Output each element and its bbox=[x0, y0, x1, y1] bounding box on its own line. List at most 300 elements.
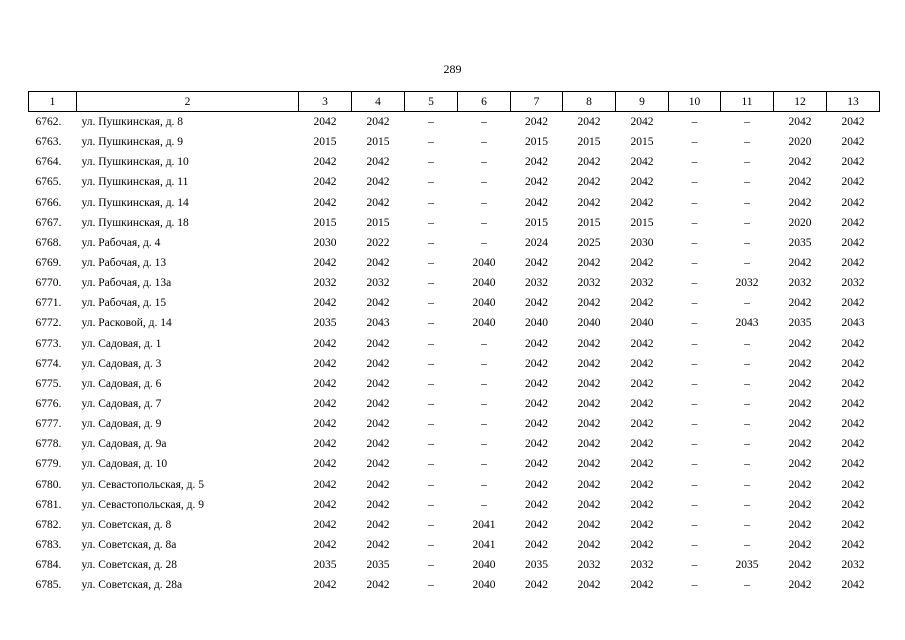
year-cell: 2040 bbox=[472, 559, 496, 572]
year-cell: 2035 bbox=[525, 559, 548, 572]
year-cell: 2042 bbox=[525, 377, 548, 390]
year-cell: 2042 bbox=[525, 176, 548, 189]
year-cell: – bbox=[691, 579, 698, 592]
year-cell: – bbox=[481, 418, 487, 431]
year-cell: 2042 bbox=[788, 116, 812, 129]
year-cell: 2042 bbox=[577, 478, 601, 491]
year-cell: – bbox=[428, 398, 434, 411]
year-cell: 2043 bbox=[366, 317, 390, 330]
year-cell: 2042 bbox=[525, 257, 548, 270]
table-row bbox=[29, 112, 880, 133]
year-cell: 2042 bbox=[313, 498, 337, 511]
row-number: 6778. bbox=[35, 438, 62, 451]
year-cell: – bbox=[744, 297, 750, 310]
year-cell: 2042 bbox=[313, 478, 337, 491]
schedule-table bbox=[28, 91, 880, 595]
year-cell: 2042 bbox=[788, 357, 812, 370]
year-cell: 2015 bbox=[313, 136, 337, 149]
address-cell: ул. Советская, д. 28а bbox=[81, 579, 183, 592]
row-number: 6783. bbox=[35, 539, 62, 552]
year-cell: 2042 bbox=[313, 116, 337, 129]
year-cell: 2042 bbox=[630, 579, 654, 592]
year-cell: 2015 bbox=[577, 136, 601, 149]
year-cell: 2032 bbox=[735, 277, 759, 290]
year-cell: – bbox=[428, 498, 434, 511]
year-cell: 2042 bbox=[788, 579, 812, 592]
year-cell: 2042 bbox=[313, 377, 337, 390]
year-cell: – bbox=[428, 176, 434, 189]
year-cell: – bbox=[691, 216, 698, 229]
year-cell: 2042 bbox=[841, 156, 865, 169]
row-number: 6777. bbox=[35, 418, 62, 431]
year-cell: – bbox=[691, 337, 698, 350]
year-cell: 2042 bbox=[525, 418, 548, 431]
table-row bbox=[29, 293, 880, 313]
year-cell: – bbox=[481, 236, 487, 249]
table-row bbox=[29, 515, 880, 535]
year-cell: 2042 bbox=[788, 196, 812, 209]
table-row bbox=[29, 313, 880, 333]
year-cell: 2042 bbox=[577, 116, 601, 129]
year-cell: – bbox=[691, 478, 698, 491]
row-number: 6781. bbox=[35, 498, 62, 511]
address-cell: ул. Пушкинская, д. 10 bbox=[81, 156, 189, 169]
year-cell: – bbox=[744, 539, 750, 552]
year-cell: 2032 bbox=[577, 277, 601, 290]
year-cell: – bbox=[744, 257, 750, 270]
column-header: 7 bbox=[511, 92, 563, 112]
year-cell: – bbox=[744, 216, 750, 229]
year-cell: – bbox=[428, 156, 434, 169]
year-cell: – bbox=[428, 579, 434, 592]
year-cell: 2040 bbox=[472, 277, 496, 290]
row-number: 6774. bbox=[35, 357, 62, 370]
year-cell: 2042 bbox=[525, 297, 548, 310]
year-cell: 2042 bbox=[788, 518, 812, 531]
year-cell: – bbox=[691, 539, 698, 552]
year-cell: – bbox=[481, 478, 487, 491]
year-cell: – bbox=[428, 257, 434, 270]
year-cell: – bbox=[481, 377, 487, 390]
year-cell: 2015 bbox=[630, 216, 654, 229]
year-cell: 2042 bbox=[313, 418, 337, 431]
year-cell: 2035 bbox=[366, 559, 390, 572]
year-cell: 2042 bbox=[577, 579, 601, 592]
year-cell: 2042 bbox=[366, 116, 390, 129]
year-cell: 2042 bbox=[841, 398, 865, 411]
year-cell: – bbox=[744, 156, 750, 169]
year-cell: – bbox=[744, 478, 750, 491]
row-number: 6763. bbox=[35, 136, 62, 149]
year-cell: 2042 bbox=[841, 297, 865, 310]
year-cell: – bbox=[744, 458, 750, 471]
year-cell: 2042 bbox=[577, 518, 601, 531]
year-cell: – bbox=[428, 317, 434, 330]
year-cell: – bbox=[744, 337, 750, 350]
year-cell: 2042 bbox=[525, 116, 548, 129]
year-cell: 2042 bbox=[630, 398, 654, 411]
year-cell: – bbox=[481, 116, 487, 129]
year-cell: 2032 bbox=[788, 277, 812, 290]
year-cell: – bbox=[428, 518, 434, 531]
year-cell: 2042 bbox=[630, 297, 654, 310]
year-cell: 2042 bbox=[577, 458, 601, 471]
year-cell: 2042 bbox=[366, 196, 390, 209]
year-cell: 2015 bbox=[366, 136, 390, 149]
year-cell: 2042 bbox=[630, 539, 654, 552]
year-cell: 2042 bbox=[577, 337, 601, 350]
year-cell: – bbox=[691, 559, 698, 572]
year-cell: 2032 bbox=[313, 277, 337, 290]
column-header: 11 bbox=[721, 92, 774, 112]
year-cell: – bbox=[428, 539, 434, 552]
column-header: 2 bbox=[77, 92, 299, 112]
year-cell: 2042 bbox=[630, 438, 654, 451]
year-cell: 2042 bbox=[788, 156, 812, 169]
address-cell: ул. Садовая, д. 3 bbox=[81, 357, 162, 370]
year-cell: 2042 bbox=[841, 579, 865, 592]
year-cell: – bbox=[744, 196, 750, 209]
year-cell: – bbox=[744, 579, 750, 592]
row-number: 6768. bbox=[35, 236, 62, 249]
year-cell: 2042 bbox=[366, 257, 390, 270]
year-cell: 2032 bbox=[630, 559, 654, 572]
year-cell: 2042 bbox=[525, 498, 548, 511]
row-number: 6776. bbox=[35, 398, 62, 411]
year-cell: 2042 bbox=[841, 478, 865, 491]
year-cell: 2042 bbox=[366, 458, 390, 471]
year-cell: 2030 bbox=[630, 236, 654, 249]
address-cell: ул. Рабочая, д. 13а bbox=[81, 277, 172, 290]
year-cell: 2040 bbox=[630, 317, 654, 330]
row-number: 6779. bbox=[35, 458, 62, 471]
year-cell: 2042 bbox=[788, 559, 812, 572]
year-cell: – bbox=[744, 357, 750, 370]
year-cell: – bbox=[428, 377, 434, 390]
year-cell: 2042 bbox=[577, 438, 601, 451]
year-cell: 2042 bbox=[313, 337, 337, 350]
year-cell: 2042 bbox=[630, 196, 654, 209]
year-cell: – bbox=[744, 236, 750, 249]
year-cell: 2035 bbox=[313, 559, 337, 572]
year-cell: – bbox=[481, 458, 487, 471]
year-cell: 2042 bbox=[525, 539, 548, 552]
year-cell: 2032 bbox=[841, 559, 865, 572]
year-cell: 2042 bbox=[313, 156, 337, 169]
year-cell: 2042 bbox=[630, 116, 654, 129]
year-cell: – bbox=[744, 176, 750, 189]
year-cell: 2042 bbox=[313, 196, 337, 209]
year-cell: 2042 bbox=[366, 579, 390, 592]
row-number: 6764. bbox=[35, 156, 62, 169]
row-number: 6767. bbox=[35, 216, 62, 229]
year-cell: 2020 bbox=[788, 216, 812, 229]
year-cell: 2042 bbox=[630, 377, 654, 390]
table-row bbox=[29, 193, 880, 213]
year-cell: – bbox=[481, 398, 487, 411]
year-cell: 2032 bbox=[841, 277, 865, 290]
page-number: 289 bbox=[443, 62, 462, 76]
year-cell: 2042 bbox=[313, 398, 337, 411]
row-number: 6775. bbox=[35, 377, 62, 390]
year-cell: 2042 bbox=[577, 156, 601, 169]
year-cell: 2042 bbox=[630, 518, 654, 531]
column-header: 6 bbox=[458, 92, 511, 112]
year-cell: 2042 bbox=[313, 438, 337, 451]
year-cell: 2042 bbox=[525, 337, 548, 350]
year-cell: – bbox=[481, 337, 487, 350]
year-cell: – bbox=[428, 458, 434, 471]
year-cell: 2042 bbox=[841, 136, 865, 149]
year-cell: 2042 bbox=[841, 458, 865, 471]
year-cell: 2030 bbox=[313, 236, 337, 249]
year-cell: – bbox=[691, 357, 698, 370]
year-cell: 2042 bbox=[841, 377, 865, 390]
table-row bbox=[29, 213, 880, 233]
year-cell: – bbox=[428, 337, 434, 350]
address-cell: ул. Рабочая, д. 15 bbox=[81, 297, 167, 310]
column-header: 8 bbox=[563, 92, 616, 112]
year-cell: – bbox=[691, 236, 698, 249]
year-cell: 2042 bbox=[841, 257, 865, 270]
column-header: 13 bbox=[827, 92, 880, 112]
year-cell: 2042 bbox=[577, 297, 601, 310]
address-cell: ул. Рабочая, д. 13 bbox=[81, 257, 167, 270]
year-cell: – bbox=[744, 116, 750, 129]
year-cell: 2042 bbox=[313, 297, 337, 310]
year-cell: 2035 bbox=[313, 317, 337, 330]
year-cell: – bbox=[744, 438, 750, 451]
column-header: 5 bbox=[405, 92, 458, 112]
year-cell: 2042 bbox=[313, 176, 337, 189]
year-cell: 2040 bbox=[472, 317, 496, 330]
year-cell: 2032 bbox=[525, 277, 548, 290]
row-number: 6782. bbox=[35, 518, 62, 531]
year-cell: – bbox=[691, 156, 698, 169]
year-cell: 2042 bbox=[525, 518, 548, 531]
year-cell: 2042 bbox=[313, 357, 337, 370]
year-cell: 2042 bbox=[525, 478, 548, 491]
address-cell: ул. Пушкинская, д. 8 bbox=[81, 116, 184, 129]
year-cell: 2035 bbox=[788, 236, 812, 249]
row-number: 6771. bbox=[35, 297, 62, 310]
year-cell: 2042 bbox=[841, 116, 865, 129]
year-cell: – bbox=[691, 458, 698, 471]
column-header: 12 bbox=[774, 92, 827, 112]
year-cell: – bbox=[744, 377, 750, 390]
year-cell: – bbox=[428, 216, 434, 229]
year-cell: 2042 bbox=[630, 176, 654, 189]
year-cell: 2042 bbox=[788, 539, 812, 552]
year-cell: 2042 bbox=[841, 337, 865, 350]
year-cell: 2042 bbox=[841, 236, 865, 249]
year-cell: – bbox=[691, 317, 698, 330]
year-cell: 2042 bbox=[630, 337, 654, 350]
year-cell: – bbox=[428, 559, 434, 572]
year-cell: 2024 bbox=[525, 236, 548, 249]
year-cell: 2042 bbox=[630, 357, 654, 370]
table-body bbox=[29, 112, 880, 596]
row-number: 6762. bbox=[35, 116, 62, 129]
table-row bbox=[29, 374, 880, 394]
year-cell: – bbox=[691, 438, 698, 451]
address-cell: ул. Садовая, д. 9а bbox=[81, 438, 167, 451]
column-header: 10 bbox=[669, 92, 721, 112]
address-cell: ул. Садовая, д. 9 bbox=[81, 418, 162, 431]
year-cell: 2042 bbox=[313, 539, 337, 552]
table-row bbox=[29, 535, 880, 555]
year-cell: 2042 bbox=[630, 498, 654, 511]
year-cell: 2020 bbox=[788, 136, 812, 149]
address-cell: ул. Советская, д. 28 bbox=[81, 559, 178, 572]
year-cell: 2025 bbox=[577, 236, 601, 249]
address-cell: ул. Севастопольская, д. 5 bbox=[81, 478, 205, 491]
year-cell: – bbox=[744, 418, 750, 431]
year-cell: – bbox=[691, 257, 698, 270]
year-cell: 2042 bbox=[630, 418, 654, 431]
table-row bbox=[29, 172, 880, 192]
year-cell: – bbox=[691, 418, 698, 431]
year-cell: 2042 bbox=[313, 257, 337, 270]
year-cell: 2041 bbox=[472, 539, 496, 552]
year-cell: 2042 bbox=[525, 398, 548, 411]
year-cell: 2042 bbox=[841, 176, 865, 189]
year-cell: – bbox=[691, 136, 698, 149]
year-cell: 2015 bbox=[525, 136, 548, 149]
year-cell: – bbox=[691, 116, 698, 129]
year-cell: 2042 bbox=[841, 216, 865, 229]
year-cell: – bbox=[428, 277, 434, 290]
row-number: 6766. bbox=[35, 196, 62, 209]
table-row bbox=[29, 152, 880, 172]
year-cell: 2042 bbox=[525, 579, 548, 592]
year-cell: 2040 bbox=[525, 317, 548, 330]
year-cell: 2042 bbox=[366, 176, 390, 189]
year-cell: 2042 bbox=[577, 418, 601, 431]
year-cell: – bbox=[691, 518, 698, 531]
year-cell: – bbox=[481, 438, 487, 451]
year-cell: 2042 bbox=[788, 337, 812, 350]
year-cell: – bbox=[481, 216, 487, 229]
year-cell: 2042 bbox=[841, 438, 865, 451]
year-cell: 2042 bbox=[577, 377, 601, 390]
address-cell: ул. Севастопольская, д. 9 bbox=[81, 498, 205, 511]
year-cell: 2042 bbox=[841, 196, 865, 209]
address-cell: ул. Пушкинская, д. 18 bbox=[81, 216, 189, 229]
year-cell: – bbox=[428, 236, 434, 249]
year-cell: – bbox=[428, 136, 434, 149]
year-cell: 2042 bbox=[788, 297, 812, 310]
year-cell: 2042 bbox=[366, 156, 390, 169]
year-cell: 2042 bbox=[788, 377, 812, 390]
year-cell: 2042 bbox=[841, 518, 865, 531]
table-row bbox=[29, 132, 880, 152]
year-cell: 2015 bbox=[630, 136, 654, 149]
year-cell: – bbox=[428, 196, 434, 209]
year-cell: – bbox=[691, 277, 698, 290]
year-cell: – bbox=[428, 438, 434, 451]
year-cell: 2042 bbox=[366, 539, 390, 552]
year-cell: – bbox=[691, 377, 698, 390]
row-number: 6785. bbox=[35, 579, 62, 592]
year-cell: – bbox=[744, 498, 750, 511]
table-row bbox=[29, 475, 880, 495]
year-cell: 2042 bbox=[788, 398, 812, 411]
address-cell: ул. Расковой, д. 14 bbox=[81, 317, 172, 330]
year-cell: 2042 bbox=[630, 458, 654, 471]
row-number: 6765. bbox=[35, 176, 62, 189]
year-cell: 2042 bbox=[366, 377, 390, 390]
year-cell: 2042 bbox=[577, 196, 601, 209]
year-cell: 2042 bbox=[313, 518, 337, 531]
year-cell: 2042 bbox=[366, 498, 390, 511]
year-cell: 2040 bbox=[472, 257, 496, 270]
year-cell: – bbox=[481, 357, 487, 370]
address-cell: ул. Рабочая, д. 4 bbox=[81, 236, 161, 249]
year-cell: 2043 bbox=[841, 317, 865, 330]
year-cell: 2042 bbox=[525, 196, 548, 209]
year-cell: 2042 bbox=[366, 438, 390, 451]
table-row bbox=[29, 334, 880, 354]
year-cell: 2032 bbox=[630, 277, 654, 290]
year-cell: 2042 bbox=[366, 518, 390, 531]
table-row bbox=[29, 394, 880, 414]
year-cell: 2042 bbox=[366, 418, 390, 431]
year-cell: 2042 bbox=[788, 498, 812, 511]
year-cell: 2022 bbox=[366, 236, 390, 249]
year-cell: – bbox=[744, 136, 750, 149]
table-row bbox=[29, 495, 880, 515]
year-cell: 2015 bbox=[313, 216, 337, 229]
table-header-row bbox=[29, 92, 880, 112]
row-number: 6770. bbox=[35, 277, 62, 290]
year-cell: – bbox=[428, 116, 434, 129]
year-cell: 2042 bbox=[577, 539, 601, 552]
year-cell: – bbox=[744, 518, 750, 531]
address-cell: ул. Пушкинская, д. 9 bbox=[81, 136, 184, 149]
year-cell: – bbox=[428, 297, 434, 310]
table-row bbox=[29, 414, 880, 434]
year-cell: – bbox=[481, 156, 487, 169]
year-cell: 2042 bbox=[525, 438, 548, 451]
row-number: 6772. bbox=[35, 317, 62, 330]
year-cell: 2042 bbox=[366, 478, 390, 491]
column-header: 9 bbox=[616, 92, 669, 112]
year-cell: – bbox=[428, 478, 434, 491]
address-cell: ул. Садовая, д. 7 bbox=[81, 398, 162, 411]
table-row bbox=[29, 354, 880, 374]
year-cell: 2042 bbox=[630, 478, 654, 491]
year-cell: 2042 bbox=[525, 156, 548, 169]
year-cell: 2042 bbox=[577, 357, 601, 370]
year-cell: 2042 bbox=[841, 357, 865, 370]
year-cell: – bbox=[691, 498, 698, 511]
address-cell: ул. Садовая, д. 6 bbox=[81, 377, 162, 390]
row-number: 6780. bbox=[35, 478, 62, 491]
year-cell: 2040 bbox=[577, 317, 601, 330]
year-cell: 2035 bbox=[788, 317, 812, 330]
year-cell: 2042 bbox=[788, 418, 812, 431]
year-cell: – bbox=[744, 398, 750, 411]
year-cell: 2015 bbox=[577, 216, 601, 229]
table-row bbox=[29, 555, 880, 575]
table-row bbox=[29, 253, 880, 273]
year-cell: 2042 bbox=[841, 498, 865, 511]
year-cell: 2042 bbox=[630, 156, 654, 169]
year-cell: 2042 bbox=[841, 539, 865, 552]
year-cell: – bbox=[691, 176, 698, 189]
year-cell: 2015 bbox=[366, 216, 390, 229]
